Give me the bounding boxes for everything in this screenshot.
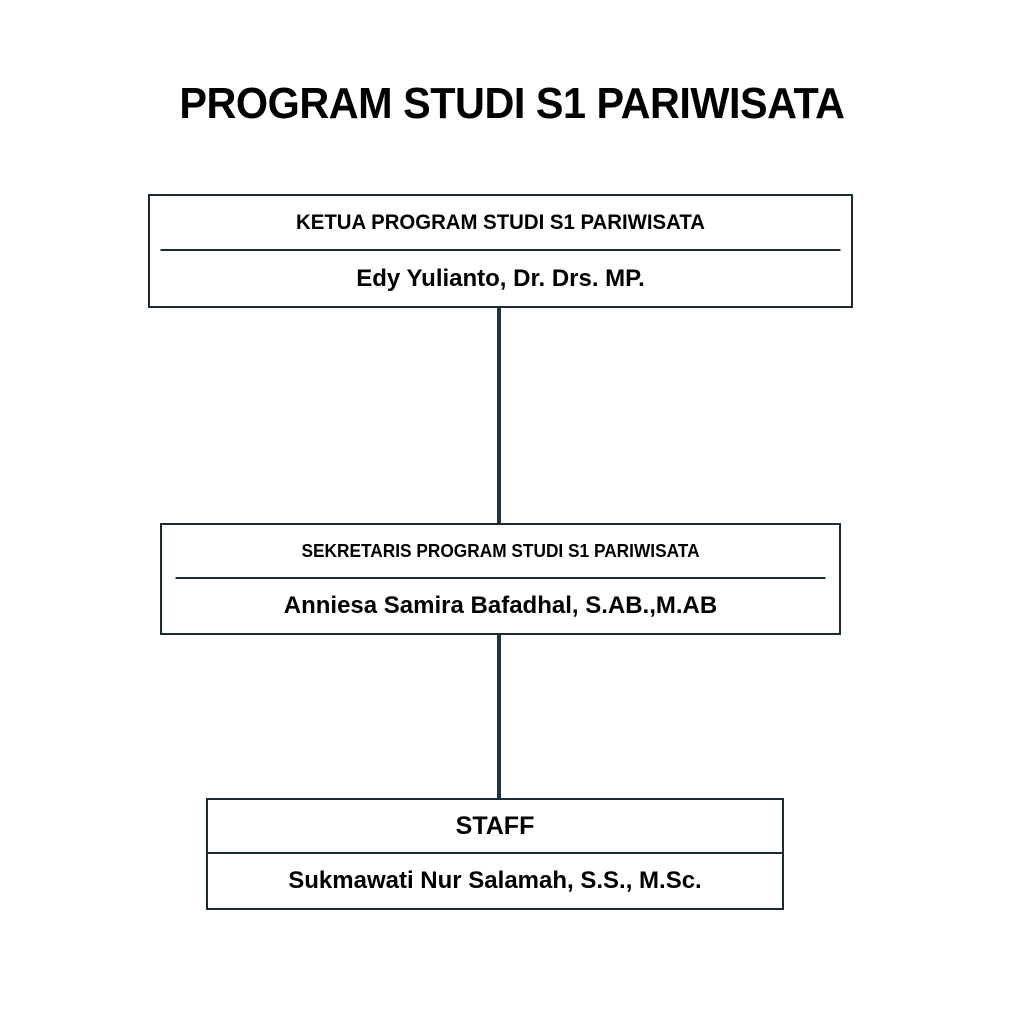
connector-ketua-to-sekretaris <box>497 305 501 527</box>
org-node-sekretaris <box>160 523 841 635</box>
page-title: PROGRAM STUDI S1 PARIWISATA <box>179 79 845 128</box>
org-node-staff <box>206 798 784 910</box>
connector-sekretaris-to-staff <box>497 632 501 802</box>
org-node-ketua <box>148 194 853 308</box>
org-node-staff-role: STAFF <box>208 800 782 854</box>
org-node-sekretaris-name: Anniesa Samira Bafadhal, S.AB.,M.AB <box>283 592 718 619</box>
org-node-ketua-role: KETUA PROGRAM STUDI S1 PARIWISATA <box>161 196 841 251</box>
org-node-sekretaris-role: SEKRETARIS PROGRAM STUDI S1 PARIWISATA <box>176 525 826 579</box>
org-node-staff-name: Sukmawati Nur Salamah, S.S., M.Sc. <box>288 867 702 894</box>
org-node-ketua-name: Edy Yulianto, Dr. Drs. MP. <box>356 264 645 292</box>
